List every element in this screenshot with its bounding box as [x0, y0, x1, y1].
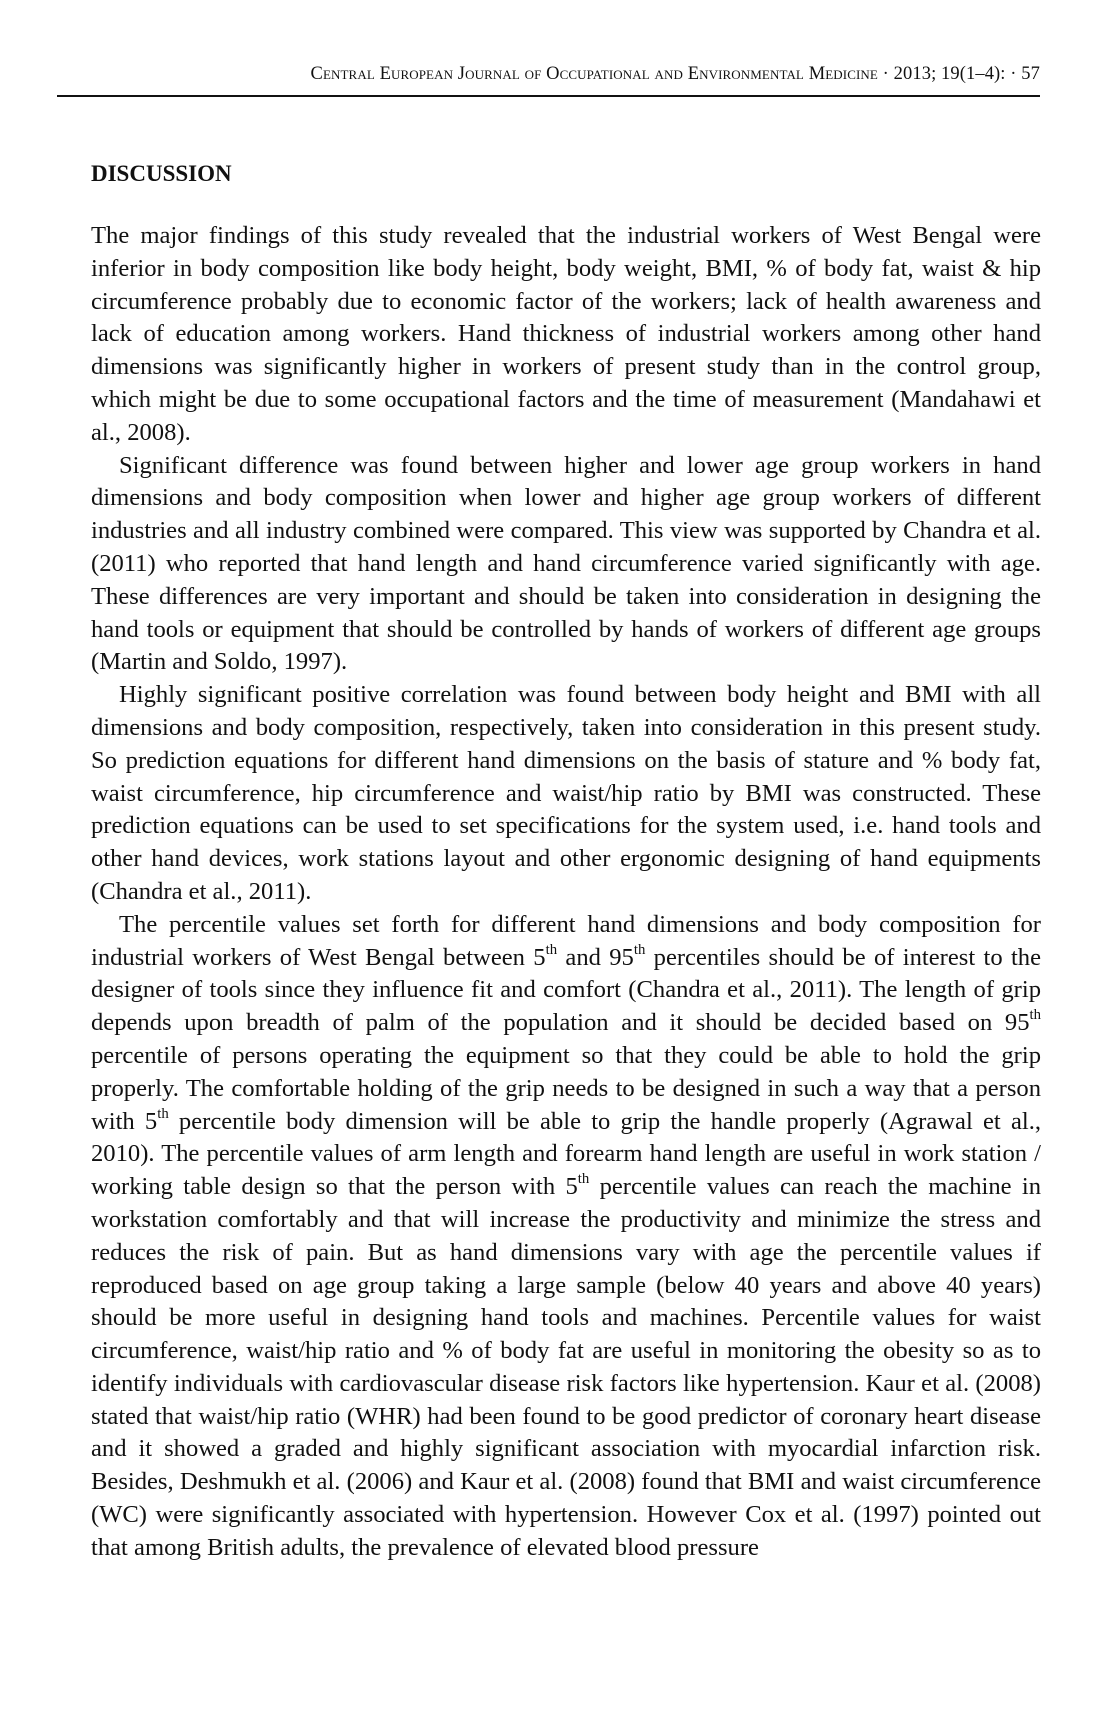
section-heading: DISCUSSION	[91, 161, 232, 186]
paragraph	[91, 679, 1041, 909]
text-run: and 95	[557, 943, 634, 971]
text-run: percentile of persons operating the equipment so that they could be able to hold the grip properly. The comfortable holding of the grip needs to be designed in such a way that a person with 5	[91, 1041, 1041, 1135]
text-run: percentile body dimension will be able to grip the handle properly (Agrawal et al., 2010). The percentile values of arm length and forearm hand length are useful in work station / working table design so that the person with 5	[91, 1107, 1042, 1201]
text-run: percentile values can reach the machine in workstation comfortably and that will increase the productivity and minimize the stress and reduces the risk of pain. But as hand dimensions vary with age the percentile values if reproduced based on age group taking a large sample (below 40 years and above 40 years) should be more useful in designing hand tools and machines. Percentile values for waist circumference, waist/hip ratio and % of body fat are useful in monitoring the obesity so as to identify individuals with cardiovascular disease risk factors like hypertension. Kaur et al. (2008) stated that waist/hip ratio (WHR) had been found to be good predictor of coronary heart disease and it showed a graded and highly significant association with myocardial infarction risk. Besides, Deshmukh et al. (2006) and Kaur et al. (2008) found that BMI and waist circumference (WC) were significantly associated with hypertension. However Cox et al. (1997) pointed out that among British adults, the prevalence of elevated blood pressure	[91, 1173, 1041, 1561]
ordinal-superscript: th	[633, 941, 646, 958]
header-separator-2: ·	[1010, 64, 1017, 84]
page-number: 57	[1021, 64, 1040, 84]
ordinal-superscript: th	[1029, 1007, 1041, 1024]
ordinal-superscript: th	[577, 1171, 590, 1188]
paragraph	[91, 220, 1041, 450]
text-run: percentiles should be of interest to the designer of tools since they influence fit and comfort (Chandra et al., 2011). The length of grip depends upon breadth of palm of the population and it should be decided based on 95	[91, 943, 1041, 1037]
journal-title: Central European Journal of Occupational and Environmental Medicine	[310, 64, 878, 84]
paragraph	[91, 450, 1041, 680]
paragraph	[91, 909, 1041, 1565]
text-run: Highly significant positive correlation was found between body height and BMI with all dimensions and body composition, respectively, taken into consideration in this present study. So prediction equations for different hand dimensions on the basis of stature and % body fat, waist circumference, hip circumference and waist/hip ratio by BMI was constructed. These prediction equations can be used to set specifications for the system used, i.e. hand tools and other hand devices, work stations layout and other ergonomic designing of hand equipments (Chandra et al., 2011).	[91, 681, 1041, 905]
ordinal-superscript: th	[545, 941, 558, 958]
text-run: The major findings of this study revealed that the industrial workers of West Bengal were inferior in body composition like body height, body weight, BMI, % of body fat, waist & hip circumference probably due to economic factor of the workers; lack of health awareness and lack of education among workers. Hand thickness of industrial workers among other hand dimensions was significantly higher in workers of present study than in the control group, which might be due to some occupational factors and the time of measurement (Mandahawi et al., 2008).	[91, 222, 1041, 446]
text-run: Significant difference was found between higher and lower age group workers in hand dimensions and body composition when lower and higher age group workers of different industries and all industry combined were compared. This view was supported by Chandra et al. (2011) who reported that hand length and hand circumference varied significantly with age. These differences are very important and should be taken into consideration in designing the hand tools or equipment that should be controlled by hands of workers of different age groups (Martin and Soldo, 1997).	[91, 451, 1041, 676]
issue-citation: 2013; 19(1–4):	[893, 64, 1006, 84]
header-separator: ·	[882, 64, 889, 84]
text-run: The percentile values set forth for different hand dimensions and body composition for industrial workers of West Bengal between 5	[91, 910, 1041, 971]
ordinal-superscript: th	[157, 1105, 169, 1122]
running-header	[57, 64, 1040, 85]
header-rule	[57, 95, 1040, 97]
body-text	[91, 220, 1041, 1565]
